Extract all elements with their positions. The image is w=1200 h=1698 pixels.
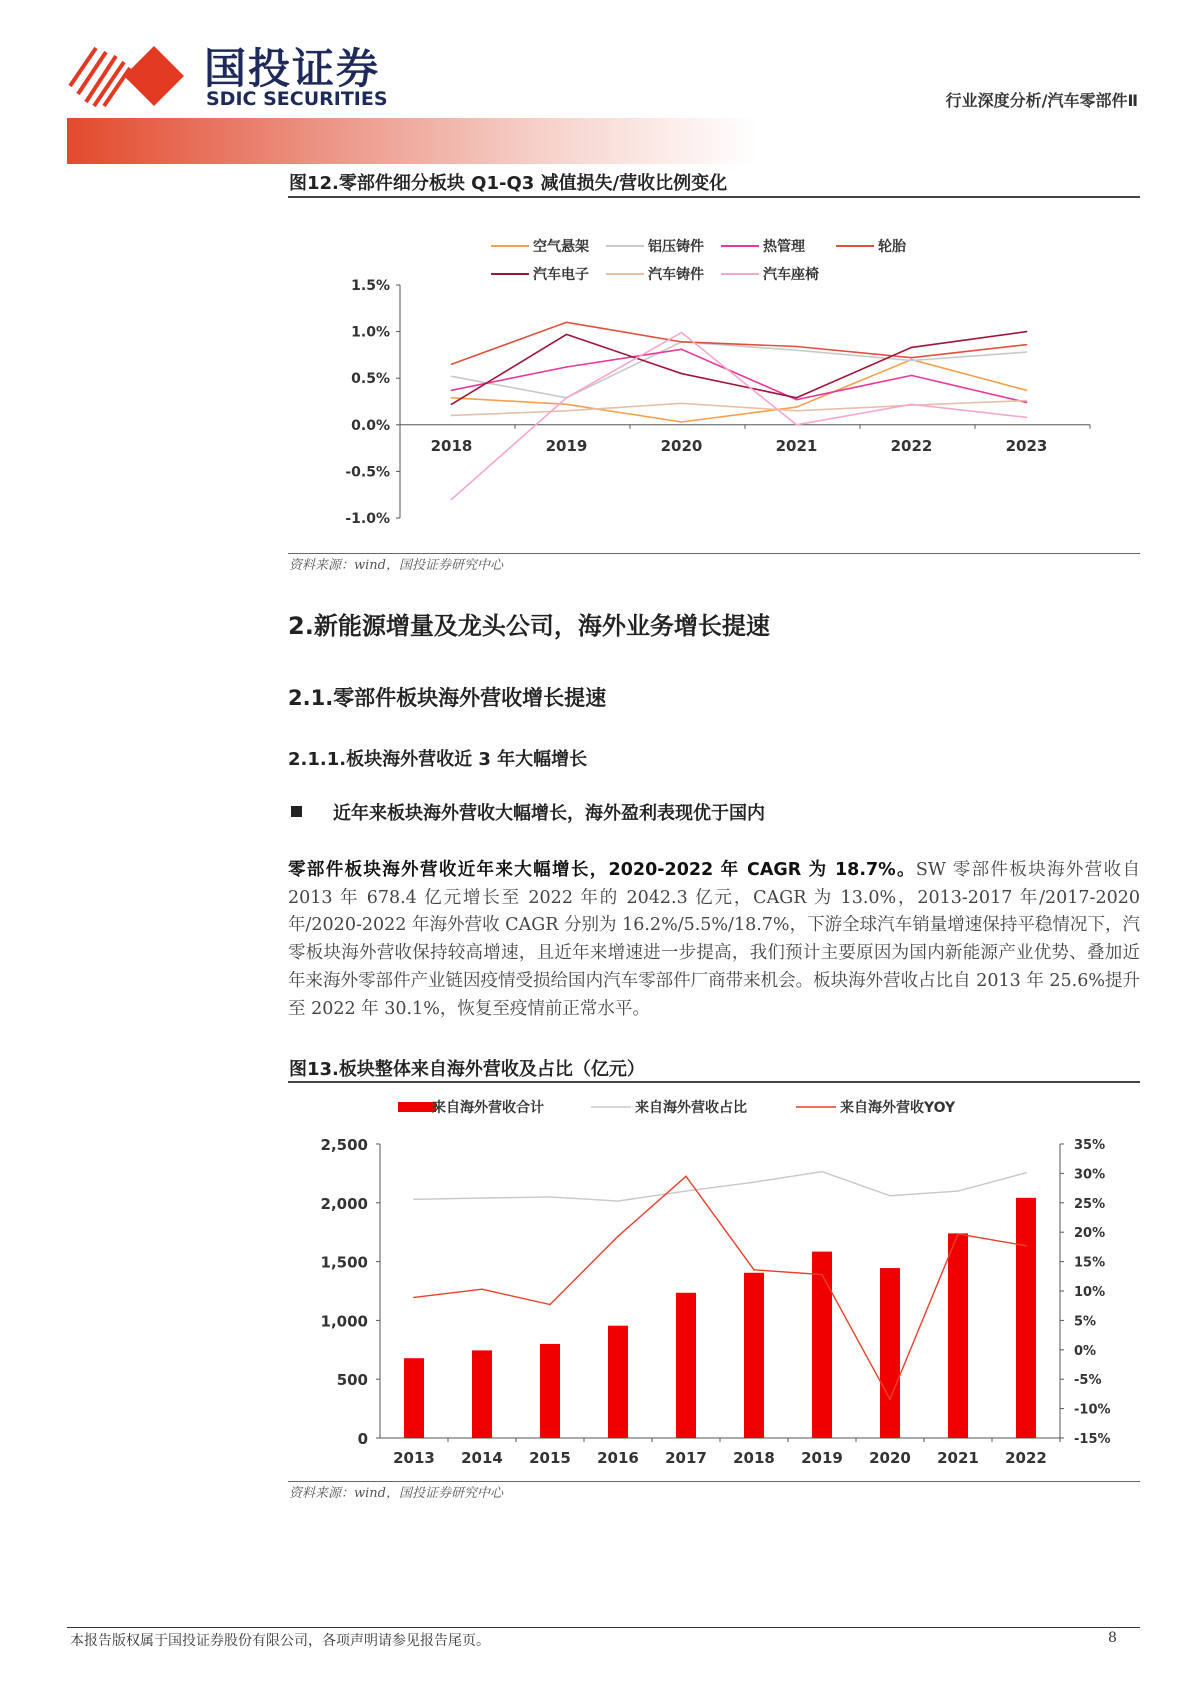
data-point	[911, 360, 913, 362]
legend-label: 来自海外营收合计	[432, 1100, 544, 1116]
paragraph-body: SW 零部件板块海外营收自 2013 年 678.4 亿元增长至 2022 年的 2042.3 亿元，CAGR 为 13.0%，2013-2017 年/2017-2020 年/2020-2022 年海外营收 CAGR 分别为 16.2%/5.5%/18.7%，下游全球汽车销量增速保持平稳情况下，汽零板块海外营收保持较高增速，且近年来增速进一步提高，我们预计主要原因为国内新能源产业优势、叠加近年来海外零部件产业链因疫情受损给国内汽车零部件厂商带来机会。板块海外营收占比自 2013 年 25.6%提升至 2022 年 30.1%，恢复至疫情前正常水平。	[288, 860, 1140, 1019]
bar-2021	[948, 1233, 968, 1438]
footer-divider	[67, 1627, 1140, 1628]
data-point	[796, 410, 798, 412]
y-tick-label: 1.0%	[351, 324, 390, 341]
legend-label: 空气悬架	[533, 239, 589, 255]
y2-tick-label: 25%	[1074, 1196, 1106, 1212]
y2-tick-label: 20%	[1074, 1226, 1106, 1242]
figure-12-source: 资料来源：wind，国投证券研究中心	[289, 558, 503, 573]
bar-2017	[676, 1293, 696, 1438]
x-tick-label: 2019	[801, 1449, 843, 1467]
data-point	[1025, 1172, 1027, 1174]
series-line-铝压铸件	[452, 342, 1027, 398]
divider	[288, 1081, 1140, 1083]
x-tick-label: 2013	[393, 1449, 435, 1467]
legend-label: 汽车座椅	[763, 267, 819, 283]
subsection-heading: 2.1.零部件板块海外营收增长提速	[288, 686, 607, 710]
legend-label: 热管理	[763, 239, 805, 255]
body-paragraph	[288, 857, 1140, 1023]
bar-2015	[540, 1344, 560, 1438]
figure-13-source: 资料来源：wind，国投证券研究中心	[289, 1486, 503, 1501]
data-point	[685, 1190, 687, 1192]
y-tick-label: 1,500	[320, 1253, 368, 1272]
data-point	[796, 346, 798, 348]
x-tick-label: 2021	[775, 436, 818, 455]
bar-2022	[1016, 1198, 1036, 1438]
data-point	[911, 375, 913, 377]
y2-tick-label: 10%	[1074, 1285, 1106, 1300]
data-point	[681, 403, 683, 405]
x-tick-label: 2023	[1005, 436, 1048, 455]
page-number: 8	[1108, 1630, 1117, 1646]
figure-12-title: 图12.零部件细分板块 Q1-Q3 减值损失/营收比例变化	[289, 173, 728, 194]
y2-tick-label: -15%	[1074, 1432, 1111, 1447]
bar-2016	[608, 1326, 628, 1438]
series-line-来自海外营收YOY	[414, 1176, 1026, 1399]
data-point	[566, 321, 568, 323]
overseas-revenue-chart	[288, 1085, 1140, 1477]
figure-13-title: 图13.板块整体来自海外营收及占比（亿元）	[289, 1059, 645, 1080]
data-point	[451, 363, 453, 365]
data-point	[796, 424, 798, 426]
data-point	[1025, 1245, 1027, 1247]
section-heading: 2.新能源增量及龙头公司，海外业务增长提速	[288, 612, 770, 640]
y-tick-label: 0.5%	[351, 371, 390, 388]
data-point	[451, 376, 453, 378]
legend-label: 轮胎	[878, 239, 906, 255]
data-point	[451, 397, 453, 399]
data-point	[451, 403, 453, 405]
data-point	[566, 366, 568, 368]
company-logo	[66, 42, 406, 112]
legend-label: 来自海外营收YOY	[840, 1100, 956, 1116]
data-point	[451, 499, 453, 501]
data-point	[481, 1288, 483, 1290]
legend-label: 汽车铸件	[648, 267, 704, 283]
legend-label: 铝压铸件	[648, 239, 704, 255]
x-tick-label: 2018	[733, 1449, 775, 1467]
y2-tick-label: 30%	[1074, 1167, 1106, 1183]
header-banner	[67, 118, 757, 164]
divider	[288, 196, 1140, 198]
y2-tick-label: -10%	[1074, 1402, 1111, 1418]
data-point	[1026, 331, 1028, 333]
bar-2018	[744, 1273, 764, 1438]
data-point	[685, 1176, 687, 1178]
data-point	[753, 1181, 755, 1183]
data-point	[451, 390, 453, 392]
data-point	[681, 421, 683, 423]
x-tick-label: 2022	[1005, 1449, 1047, 1467]
paragraph-lead: 零部件板块海外营收近年来大幅增长，2020-2022 年 CAGR 为 18.7%。	[288, 860, 916, 880]
data-point	[796, 399, 798, 401]
y2-tick-label: -5%	[1074, 1373, 1102, 1389]
x-tick-label: 2021	[937, 1449, 979, 1467]
x-tick-label: 2015	[529, 1449, 571, 1467]
y-tick-label: 2,500	[320, 1136, 368, 1154]
data-point	[796, 397, 798, 399]
bar-2019	[812, 1252, 832, 1438]
x-tick-label: 2018	[430, 436, 473, 455]
data-point	[549, 1196, 551, 1198]
x-tick-label: 2020	[660, 436, 703, 455]
logo-english: SDIC SECURITIES	[206, 88, 388, 110]
data-point	[889, 1195, 891, 1197]
legend-swatch	[398, 1102, 436, 1112]
data-point	[796, 406, 798, 408]
data-point	[413, 1198, 415, 1200]
x-tick-label: 2016	[597, 1449, 639, 1467]
series-line-汽车座椅	[452, 333, 1027, 500]
data-point	[681, 349, 683, 351]
y2-tick-label: 35%	[1074, 1138, 1106, 1153]
bar-2013	[404, 1358, 424, 1438]
data-point	[1026, 390, 1028, 392]
logo-chinese: 国投证券	[204, 44, 381, 93]
data-point	[566, 334, 568, 336]
data-point	[753, 1269, 755, 1271]
data-point	[957, 1233, 959, 1235]
x-tick-label: 2019	[545, 436, 588, 455]
data-point	[566, 397, 568, 399]
data-point	[1026, 417, 1028, 419]
data-point	[617, 1236, 619, 1238]
subsubsection-heading: 2.1.1.板块海外营收近 3 年大幅增长	[288, 749, 588, 770]
x-tick-label: 2020	[869, 1449, 911, 1467]
y-tick-label: 2,000	[320, 1194, 368, 1213]
y-tick-label: 0	[357, 1430, 368, 1448]
data-point	[957, 1190, 959, 1192]
data-point	[1026, 400, 1028, 402]
impairment-ratio-line-chart	[288, 200, 1140, 550]
data-point	[549, 1304, 551, 1306]
data-point	[566, 410, 568, 412]
data-point	[1026, 344, 1028, 346]
data-point	[821, 1274, 823, 1276]
x-tick-label: 2014	[461, 1449, 503, 1467]
y2-tick-label: 0%	[1074, 1343, 1097, 1359]
series-line-来自海外营收占比	[414, 1172, 1026, 1201]
y-tick-label: 1.5%	[351, 278, 390, 294]
data-point	[911, 357, 913, 359]
data-point	[451, 415, 453, 417]
square-bullet-icon	[291, 806, 302, 817]
series-line-热管理	[452, 349, 1027, 402]
x-tick-label: 2022	[890, 436, 933, 455]
data-point	[617, 1200, 619, 1202]
data-point	[1026, 351, 1028, 353]
data-point	[413, 1297, 415, 1299]
data-point	[566, 403, 568, 405]
y-tick-label: 1,000	[320, 1312, 368, 1331]
data-point	[911, 403, 913, 405]
y2-tick-label: 15%	[1074, 1255, 1106, 1271]
data-point	[889, 1398, 891, 1400]
report-category: 行业深度分析/汽车零部件Ⅱ	[945, 91, 1138, 110]
logo-mark-icon	[66, 42, 186, 108]
bar-2014	[472, 1350, 492, 1438]
x-tick-label: 2017	[665, 1449, 707, 1467]
data-point	[481, 1197, 483, 1199]
data-point	[1026, 402, 1028, 404]
data-point	[681, 332, 683, 334]
y-tick-label: -1.0%	[345, 511, 390, 527]
legend-label: 汽车电子	[533, 267, 589, 283]
bullet-point: 近年来板块海外营收大幅增长，海外盈利表现优于国内	[333, 803, 765, 824]
legend-label: 来自海外营收占比	[635, 1100, 747, 1116]
bar-2020	[880, 1268, 900, 1438]
data-point	[681, 373, 683, 375]
y-tick-label: 0.0%	[351, 417, 390, 434]
data-point	[911, 347, 913, 349]
footer-disclaimer: 本报告版权属于国投证券股份有限公司，各项声明请参见报告尾页。	[70, 1633, 490, 1649]
y2-tick-label: 5%	[1074, 1314, 1097, 1330]
y-tick-label: 500	[336, 1371, 368, 1390]
data-point	[681, 341, 683, 343]
data-point	[821, 1171, 823, 1173]
y-tick-label: -0.5%	[345, 464, 390, 481]
data-point	[796, 349, 798, 351]
